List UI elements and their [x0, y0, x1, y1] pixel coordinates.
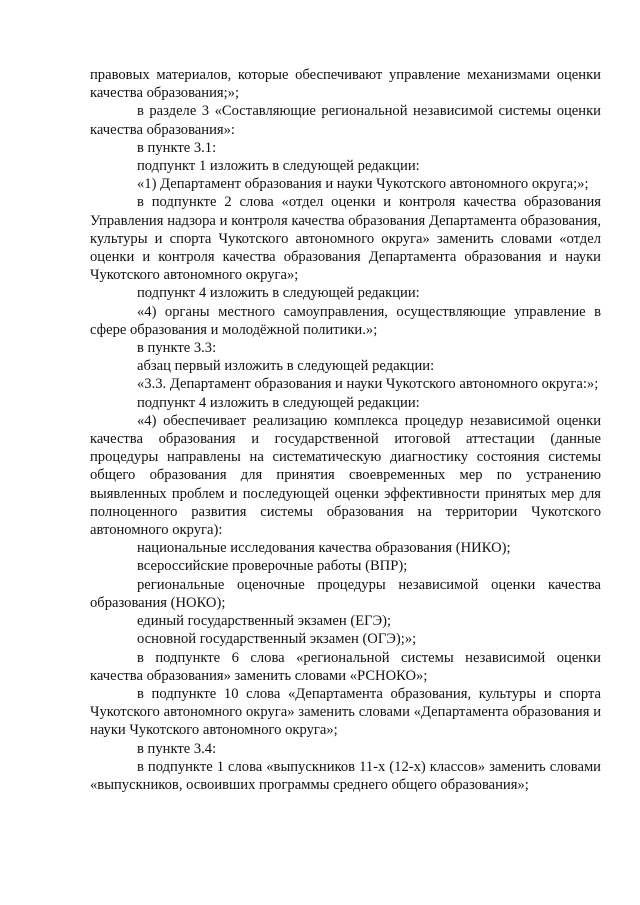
paragraph: в подпункте 10 слова «Департамента образования, культуры и спорта Чукотского автономного округа» заменить словами «Департамента образования и науки Чукотского автономного округа»;	[90, 685, 601, 739]
paragraph: подпункт 4 изложить в следующей редакции:	[137, 285, 420, 302]
document-page	[90, 66, 601, 794]
paragraph: в пункте 3.3:	[137, 340, 217, 357]
paragraph: в разделе 3 «Составляющие региональной независимой системы оценки качества образования»:	[90, 103, 601, 138]
paragraph: подпункт 4 изложить в следующей редакции:	[137, 394, 420, 411]
paragraph: «4) обеспечивает реализацию комплекса процедур независимой оценки качества образования и государственной итоговой аттестации (данные процедуры направлены на систематическую диагностику состояния системы общего образования для принятия своевременных мер по устранению выявленных проблем и последующей оценки эффективности принятых мер для полноценного развития системы образования на территории Чукотского автономного округа):	[90, 412, 601, 539]
paragraph: национальные исследования качества образования (НИКО);	[137, 540, 511, 557]
paragraph: основной государственный экзамен (ОГЭ);»;	[137, 631, 417, 648]
paragraph: подпункт 1 изложить в следующей редакции:	[137, 158, 420, 175]
paragraph: единый государственный экзамен (ЕГЭ);	[137, 613, 392, 630]
paragraph: в пункте 3.4:	[137, 740, 217, 757]
paragraph: в пункте 3.1:	[137, 139, 217, 156]
paragraph: «1) Департамент образования и науки Чукотского автономного округа;»;	[137, 176, 589, 193]
paragraph: «4) органы местного самоуправления, осуществляющие управление в сфере образования и молодёжной политики.»;	[90, 303, 601, 338]
paragraph: «3.3. Департамент образования и науки Чукотского автономного округа:»;	[137, 376, 599, 393]
paragraph: в подпункте 2 слова «отдел оценки и контроля качества образования Управления надзора и контроля качества образования Департамента образования, культуры и спорта Чукотского автономного округа» заменить словами «отдел оценки и контроля качества образования Департамента образования и науки Чукотского автономного округа»;	[90, 194, 601, 284]
paragraph: в подпункте 1 слова «выпускников 11-х (12-х) классов» заменить словами «выпускников, освоивших программы среднего общего образования»;	[90, 758, 601, 793]
paragraph: правовых материалов, которые обеспечивают управление механизмами оценки качества образования;»;	[90, 67, 601, 102]
paragraph: в подпункте 6 слова «региональной системы независимой оценки качества образования» заменить словами «РСНОКО»;	[90, 649, 601, 684]
paragraph: абзац первый изложить в следующей редакции:	[137, 358, 435, 375]
paragraph: региональные оценочные процедуры независимой оценки качества образования (НОКО);	[90, 576, 601, 611]
paragraph: всероссийские проверочные работы (ВПР);	[137, 558, 408, 575]
